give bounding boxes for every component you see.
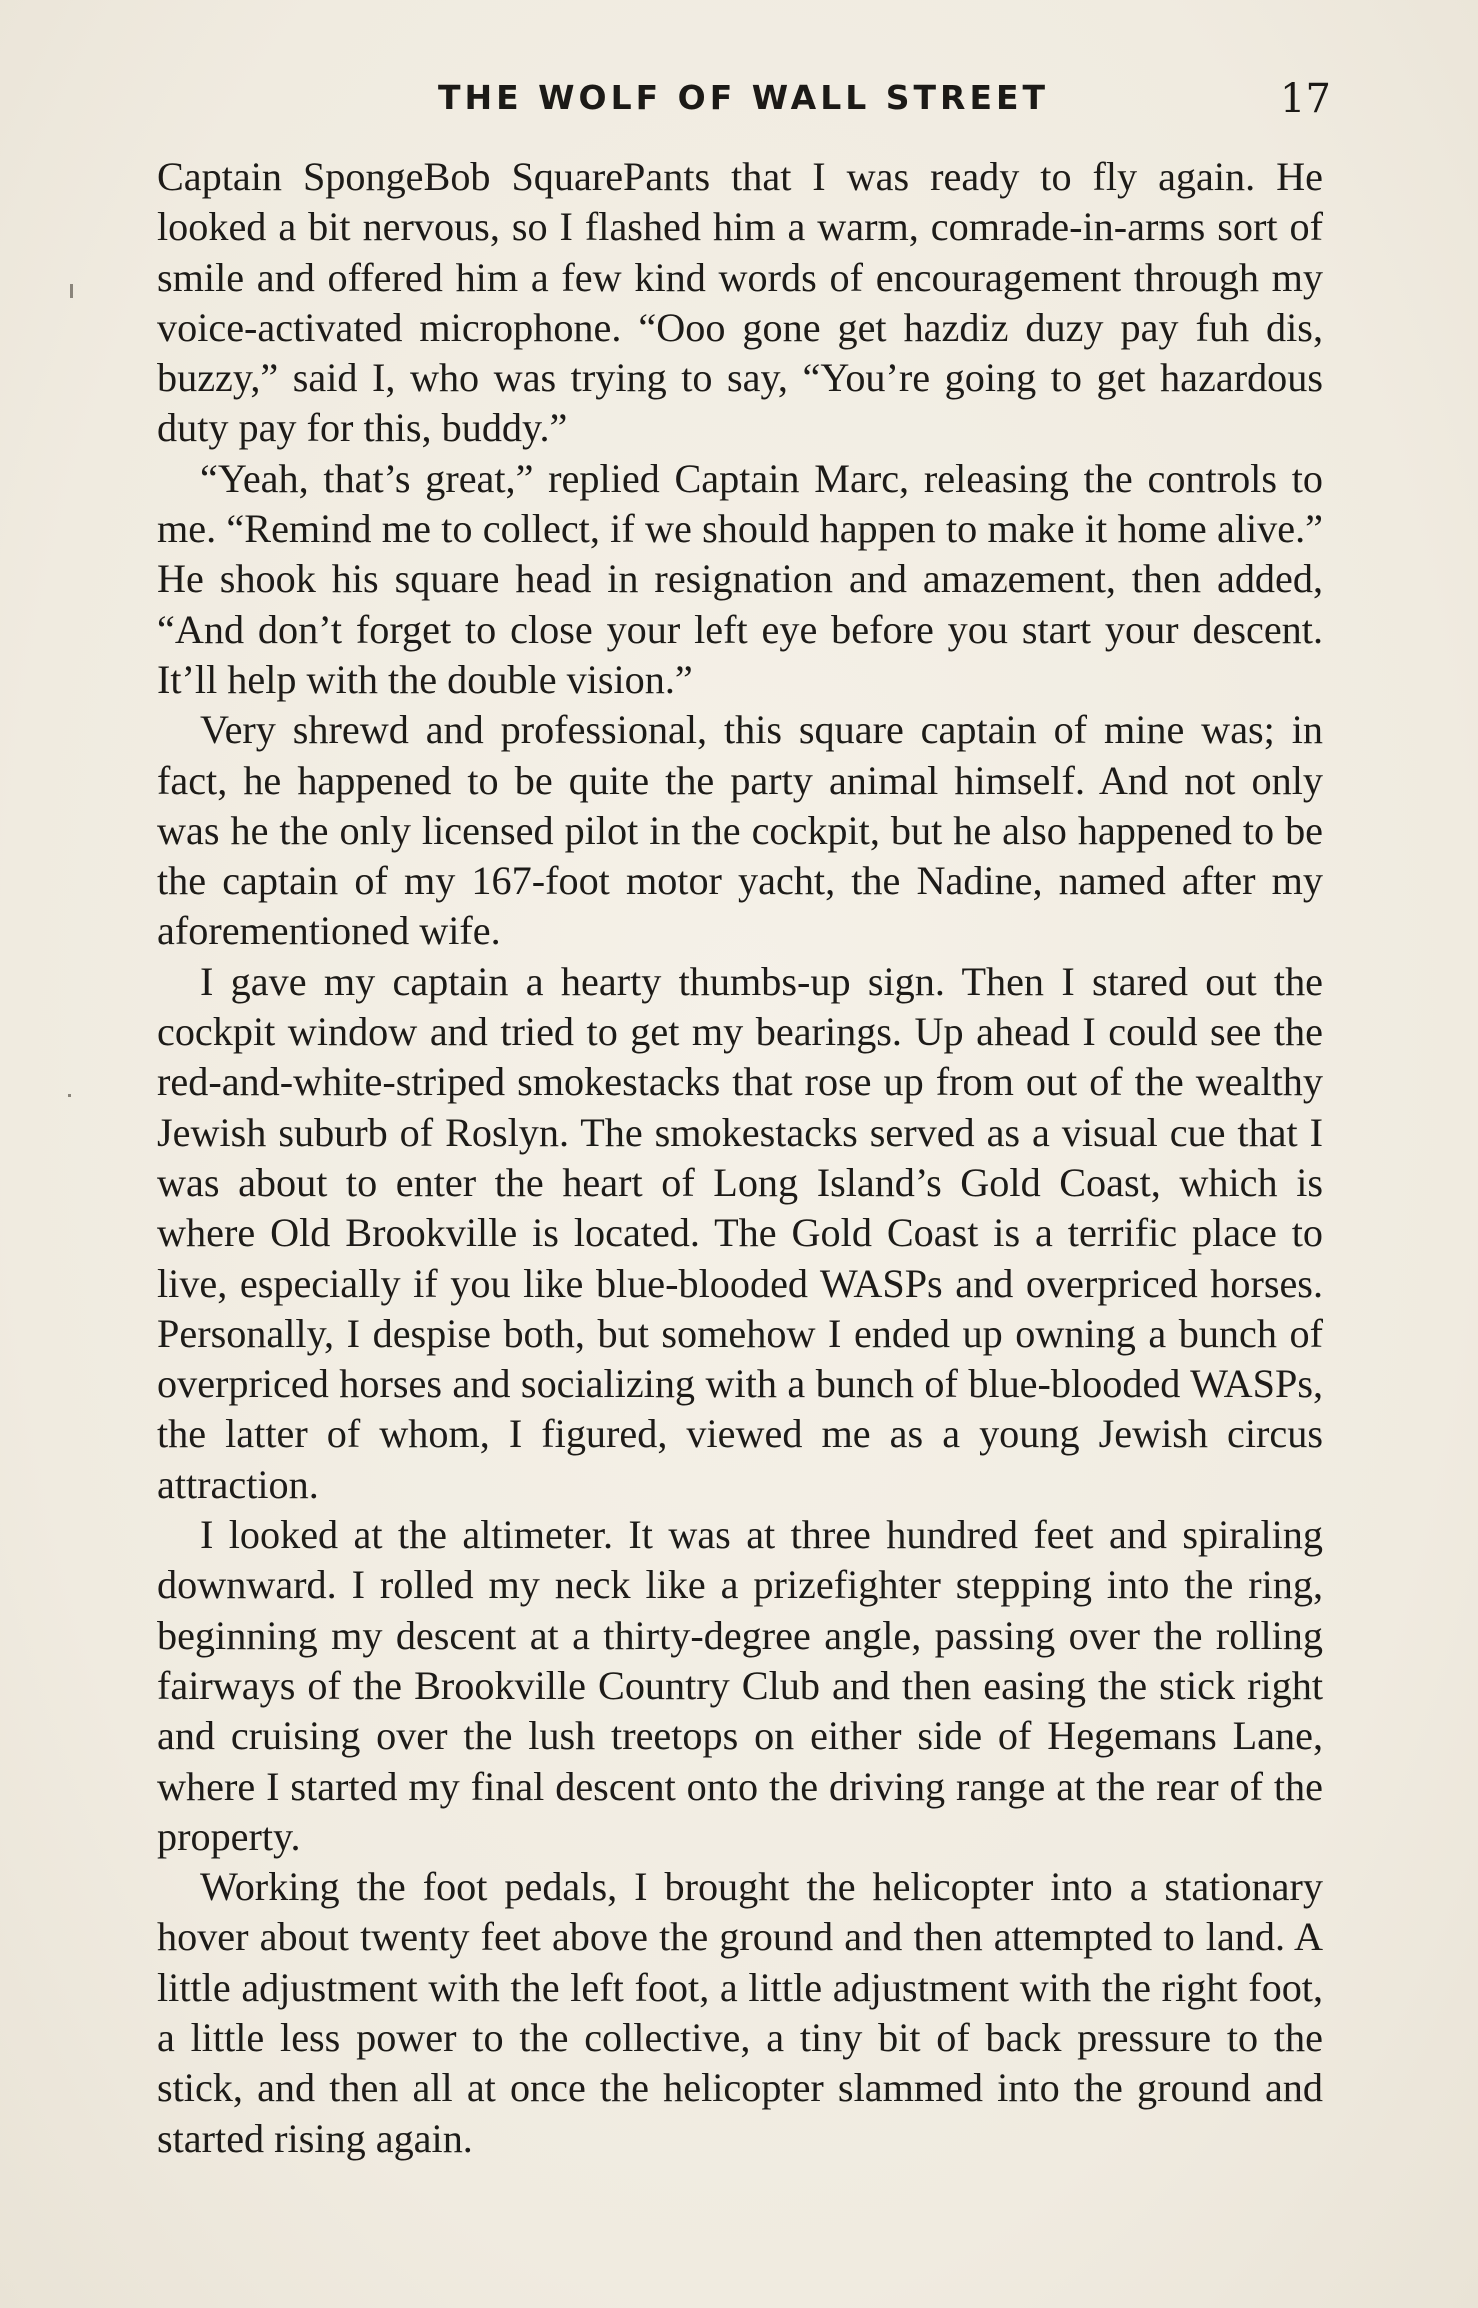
paragraph: I gave my captain a hearty thumbs-up sign. Then I stared out the cockpit window and tried to get my bearings. Up ahead I could see the red-and-white-striped smokestacks that rose up from out of the wealthy Jewish suburb of Roslyn. The smokestacks served as a visual cue that I was about to enter the heart of Long Island’s Gold Coast, which is where Old Brookville is located. The Gold Coast is a terrific place to live, especially if you like blue-blooded WASPs and overpriced horses. Personally, I despise both, but somehow I ended up owning a bunch of overpriced horses and socializing with a bunch of blue-blooded WASPs, the latter of whom, I figured, viewed me as a young Jewish circus attraction. [157, 958, 1323, 1507]
body-text [157, 152, 1323, 2164]
scan-speck [70, 284, 73, 298]
paragraph: I looked at the altimeter. It was at three hundred feet and spiraling downward. I rolled my neck like a prizefighter stepping into the ring, beginning my descent at a thirty-degree angle, passing over the rolling fairways of the Brookville Country Club and then easing the stick right and cruising over the lush treetops on either side of Hegemans Lane, where I started my final descent onto the driving range at the rear of the property. [157, 1512, 1323, 1859]
running-head [0, 78, 1478, 128]
page-number: 17 [1280, 76, 1331, 122]
paragraph: Working the foot pedals, I brought the helicopter into a stationary hover about twenty feet above the ground and then attempted to land. A little adjustment with the left foot, a little adjustment with the right foot, a little less power to the collective, a tiny bit of back pressure to the stick, and then all at once the helicopter slammed into the ground and started rising again. [157, 1864, 1323, 2161]
paragraph: “Yeah, that’s great,” replied Captain Marc, releasing the controls to me. “Remind me to collect, if we should happen to make it home alive.” He shook his square head in resignation and amazement, then added, “And don’t forget to close your left eye before you start your descent. It’ll help with the double vision.” [157, 455, 1323, 702]
paragraph: Very shrewd and professional, this square captain of mine was; in fact, he happened to be quite the party animal himself. And not only was he the only licensed pilot in the cockpit, but he also happened to be the captain of my 167-foot motor yacht, the Nadine, named after my aforementioned wife. [157, 707, 1323, 954]
paragraph: Captain SpongeBob SquarePants that I was ready to fly again. He looked a bit nervous, so I flashed him a warm, comrade-in-arms sort of smile and offered him a few kind words of encouragement through my voice-activated microphone. “Ooo gone get hazdiz duzy pay fuh dis, buzzy,” said I, who was trying to say, “You’re going to get hazardous duty pay for this, buddy.” [157, 154, 1323, 451]
running-title: THE WOLF OF WALL STREET [438, 78, 1050, 117]
scan-speck [68, 1094, 71, 1097]
